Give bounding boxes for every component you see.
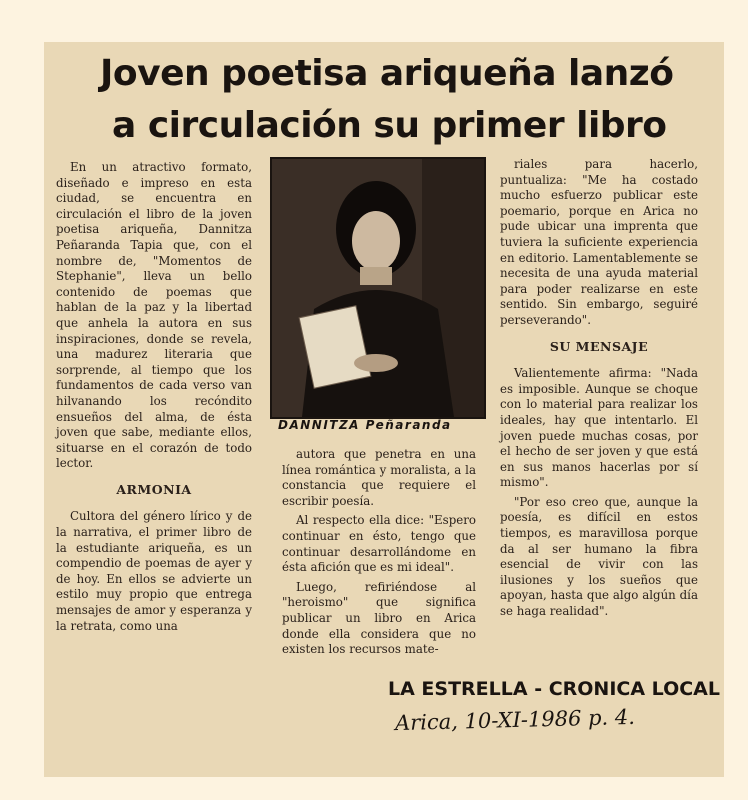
headline (100, 48, 674, 152)
article-paragraph: Cultora del género lírico y de la narrativa, el primer libro de la estudiante ariqueña, es un compendio de poemas de ayer y de hoy. En ellos se advierte un estilo muy propio que entrega mensajes de amor y esperanza y la retrata, como una (56, 509, 252, 633)
article-paragraph: autora que penetra en una línea romántica y moralista, a la constancia que requiere el escribir poesía. (282, 447, 476, 508)
article-column-3 (500, 157, 698, 624)
article-column-1 (56, 160, 252, 638)
article-paragraph: Al respecto ella dice: "Espero continuar en ésto, tengo que continuar desarrollándome en ésta afición que es mi ideal". (282, 513, 476, 575)
section-heading-armonia: ARMONIA (116, 481, 192, 497)
article-paragraph: Valientemente afirma: "Nada es imposible. Aunque se choque con lo material para realizar los ideales, hay que intentarlo. El joven puede muchas cosas, por el hecho de ser joven y que está en sus manos hacerlas por sí mismo". (500, 366, 698, 490)
section-heading-su-mensaje: SU MENSAJE (549, 338, 649, 354)
portrait-illustration (272, 159, 484, 417)
article-paragraph: Luego, refiriéndose al "heroismo" que significa publicar un libro en Arica donde ella considera que no existen los recursos mate- (282, 579, 476, 657)
article-paragraph: riales para hacerlo, puntualiza: "Me ha costado mucho esfuerzo publicar este poemario, porque en Arica no pude ubicar una imprenta que tuviera la suficiente experiencia en editorio. Lamentablemente se necesita de una ayuda material para poder realizarse en este sentido. Sin embargo, seguiré perseverando". (500, 157, 698, 327)
headline-line-1: Joven poetisa ariqueña lanzó (100, 53, 674, 94)
headline-line-2: a circulación su primer libro (112, 105, 667, 146)
article-paragraph: "Por eso creo que, aunque la poesía, es difícil en estos tiempos, es maravillosa porque da al ser humano la fibra esencial de vivir con las ilusiones y los sueños que apoyan, hasta que algo algún día se haga realidad". (500, 494, 698, 619)
author-photo (270, 157, 486, 419)
photo-caption: DANNITZA Peñaranda (278, 418, 452, 432)
article-paragraph: En un atractivo formato, diseñado e impreso en esta ciudad, se encuentra en circulación el libro de la joven poetisa ariqueña, Dannitza Peñaranda Tapia que, con el nombre de, "Momentos de Stephanie", lleva un bello contenido de poemas que hablan de la paz y la libertad que anhela la autora en sus inspiraciones, donde se revela, una madurez literaria que sorprende, al tiempo que los fundamentos de cada verso van hilvanando los recóndito ensueños del alma, de ésta joven que sabe, mediante ellos, situarse en el corazón de todo lector. (56, 160, 252, 471)
source-label: LA ESTRELLA - CRONICA LOCAL (388, 678, 720, 700)
handwritten-date-note: Arica, 10-XI-1986 p. 4. (394, 704, 636, 736)
article-column-2 (282, 447, 476, 662)
